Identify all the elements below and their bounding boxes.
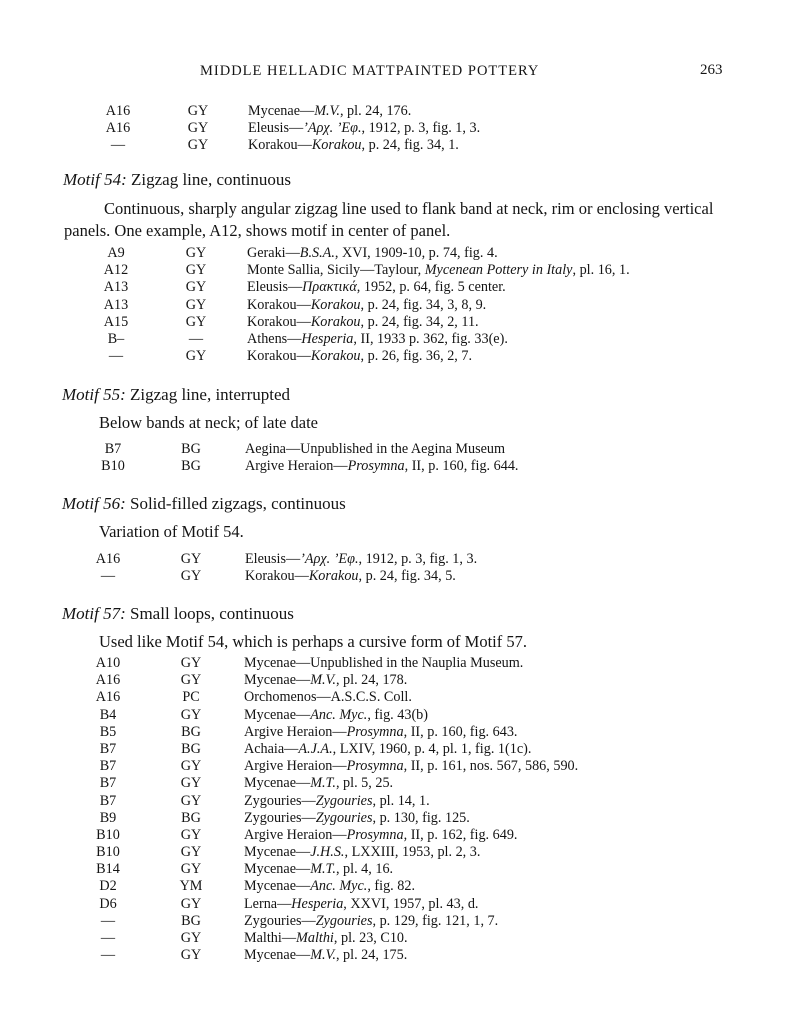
reference-publication: Πρακτικά — [302, 279, 357, 296]
reference-citation: , p. 24, fig. 34, 5. — [358, 568, 456, 585]
reference-publication: Korakou — [311, 137, 362, 154]
reference-citation: , LXIV, 1960, p. 4, pl. 1, fig. 1(1c). — [332, 740, 532, 757]
reference-publication: Korakou — [310, 348, 361, 365]
reference-citation: , XXVI, 1957, pl. 43, d. — [343, 895, 479, 912]
entry-list — [0, 655, 790, 964]
reference-site: Orchomenos—A.S.C.S. Coll. — [244, 689, 412, 706]
reference-site: Mycenae— — [244, 775, 311, 792]
entry-reference — [244, 775, 393, 792]
motif-56-description: Variation of Motif 54. — [99, 522, 244, 541]
entry-reference — [245, 551, 477, 568]
motif-label: Motif 57: — [62, 604, 126, 623]
reference-site: Malthi— — [244, 930, 297, 946]
entry-list — [0, 103, 790, 155]
entry-shape-code: A15 — [103, 313, 129, 330]
entry-row — [0, 331, 790, 348]
entry-ware-code: — — [188, 330, 204, 347]
entry-row — [0, 137, 790, 154]
reference-citation: , II, p. 160, fig. 644. — [404, 458, 519, 475]
reference-publication: Prosymna — [346, 826, 404, 843]
motif-title: Small loops, continuous — [130, 604, 294, 623]
entry-ware-code: PC — [182, 689, 200, 706]
reference-site: Achaia— — [244, 740, 299, 757]
motif-54-description: Continuous, sharply angular zigzag line used to flank band at neck, rim or enclosing vertical panels. One example, A12, shows motif in center of panel. — [64, 199, 714, 240]
entry-row — [0, 913, 790, 930]
entry-shape-code: A13 — [103, 296, 129, 313]
entry-reference — [244, 758, 578, 775]
reference-publication: Zygouries — [315, 809, 373, 826]
reference-citation: , XVI, 1909-10, p. 74, fig. 4. — [334, 245, 498, 261]
reference-site: Zygouries— — [244, 809, 316, 826]
entry-row — [0, 775, 790, 792]
entry-row — [0, 861, 790, 878]
entry-reference — [248, 120, 480, 137]
entry-ware-code: GY — [185, 348, 207, 365]
entry-reference — [248, 137, 459, 154]
entry-row — [0, 724, 790, 741]
entry-row — [0, 793, 790, 810]
reference-site: Monte Sallia, Sicily—Taylour, — [247, 262, 425, 279]
reference-site: Mycenae— — [244, 947, 311, 964]
entry-ware-code: GY — [180, 551, 202, 567]
entry-row — [0, 896, 790, 913]
entry-shape-code: — — [100, 912, 116, 929]
reference-publication: M.V. — [310, 947, 336, 964]
entry-ware-code: GY — [187, 103, 209, 119]
reference-site: Mycenae— — [244, 878, 311, 895]
reference-citation: , II, p. 162, fig. 649. — [403, 826, 518, 843]
reference-site: Argive Heraion— — [244, 826, 347, 843]
entry-ware-code: GY — [180, 775, 202, 792]
entry-reference — [244, 672, 407, 689]
reference-citation: , II, 1933 p. 362, fig. 33(e). — [353, 330, 508, 347]
entry-list — [0, 441, 790, 475]
entry-reference — [244, 878, 415, 895]
entry-shape-code: A10 — [95, 655, 121, 671]
entry-shape-code: A12 — [103, 262, 129, 279]
reference-citation: , p. 129, fig. 121, 1, 7. — [372, 912, 499, 929]
reference-publication: ’Αρχ. ’Εφ. — [300, 551, 359, 567]
entry-shape-code: A16 — [105, 103, 131, 119]
entry-shape-code: A16 — [105, 120, 131, 137]
reference-citation: , fig. 43(b) — [367, 706, 428, 723]
motif-57-description: Used like Motif 54, which is perhaps a cursive form of Motif 57. — [99, 632, 528, 651]
entry-shape-code: B5 — [99, 723, 117, 740]
entry-reference — [244, 930, 408, 947]
page-number: 263 — [700, 62, 723, 78]
entry-ware-code: GY — [180, 930, 202, 946]
entry-row — [0, 810, 790, 827]
entry-shape-code: — — [100, 930, 116, 946]
reference-site: Mycenae— — [244, 844, 311, 861]
reference-site: Lerna— — [244, 895, 292, 912]
entry-list — [0, 245, 790, 365]
entry-reference — [244, 655, 523, 672]
entry-shape-code: B7 — [99, 792, 117, 809]
entry-shape-code: B7 — [104, 441, 122, 457]
entry-row — [0, 245, 790, 262]
entry-ware-code: GY — [180, 792, 202, 809]
entry-ware-code: BG — [181, 441, 201, 457]
entry-row — [0, 297, 790, 314]
entry-row — [0, 568, 790, 585]
entry-shape-code: A16 — [95, 672, 121, 689]
motif-title: Zigzag line, continuous — [131, 170, 292, 189]
entry-reference — [244, 810, 470, 827]
motif-label: Motif 54: — [63, 170, 127, 189]
entry-ware-code: BG — [181, 740, 201, 757]
entry-row — [0, 827, 790, 844]
running-header: MIDDLE HELLADIC MATTPAINTED POTTERY — [200, 63, 540, 79]
entry-reference — [247, 331, 508, 348]
motif-label: Motif 55: — [62, 385, 126, 404]
reference-site: Argive Heraion— — [244, 723, 347, 740]
entry-ware-code: GY — [180, 947, 202, 964]
reference-publication: Anc. Myc. — [310, 706, 368, 723]
entry-shape-code: B7 — [99, 740, 117, 757]
entry-reference — [244, 896, 478, 913]
reference-publication: Hesperia — [291, 895, 344, 912]
entry-ware-code: GY — [180, 895, 202, 912]
reference-citation: , II, p. 161, nos. 567, 586, 590. — [403, 758, 579, 775]
entry-ware-code: GY — [185, 313, 207, 330]
entry-shape-code: A16 — [95, 689, 121, 706]
reference-site: Korakou— — [247, 296, 311, 313]
entry-row — [0, 279, 790, 296]
entry-ware-code: GY — [180, 861, 202, 878]
reference-publication: Prosymna — [347, 458, 405, 475]
motif-56-heading — [62, 494, 346, 514]
entry-ware-code: GY — [185, 279, 207, 296]
entry-shape-code: B10 — [101, 458, 125, 475]
reference-site: Zygouries— — [244, 912, 316, 929]
reference-site: Athens— — [247, 330, 302, 347]
entry-reference — [244, 947, 407, 964]
entry-ware-code: GY — [187, 120, 209, 137]
entry-ware-code: GY — [185, 245, 207, 261]
reference-citation: , 1912, p. 3, fig. 1, 3. — [358, 551, 478, 567]
reference-publication: Korakou — [310, 313, 361, 330]
entry-shape-code: D2 — [99, 878, 117, 895]
entry-row — [0, 878, 790, 895]
reference-publication: B.S.A. — [299, 245, 335, 261]
reference-publication: Korakou — [308, 568, 359, 585]
entry-shape-code: B10 — [96, 826, 120, 843]
reference-citation: , p. 24, fig. 34, 2, 11. — [360, 313, 479, 330]
entry-reference — [247, 297, 486, 314]
entry-row — [0, 655, 790, 672]
reference-publication: A.J.A. — [298, 740, 333, 757]
entry-reference — [247, 314, 479, 331]
reference-publication: Anc. Myc. — [310, 878, 368, 895]
entry-reference — [244, 913, 498, 930]
reference-publication: ’Αρχ. ’Εφ. — [303, 120, 362, 137]
reference-site: Argive Heraion— — [245, 458, 348, 475]
entry-ware-code: GY — [187, 137, 209, 154]
reference-citation: , pl. 4, 16. — [335, 861, 394, 878]
reference-citation: , pl. 5, 25. — [335, 775, 394, 792]
entry-reference — [247, 262, 630, 279]
reference-site: Aegina—Unpublished in the Aegina Museum — [245, 441, 506, 457]
entry-ware-code: GY — [180, 672, 202, 689]
reference-publication: M.T. — [310, 861, 336, 878]
reference-citation: , pl. 14, 1. — [372, 792, 430, 809]
entry-ware-code: GY — [180, 655, 202, 671]
entry-shape-code: D6 — [99, 895, 117, 912]
reference-site: Argive Heraion— — [244, 758, 347, 775]
entry-row — [0, 441, 790, 458]
entry-shape-code: — — [108, 348, 124, 365]
entry-shape-code: B7 — [99, 775, 117, 792]
reference-publication: Malthi — [296, 930, 334, 946]
entry-shape-code: — — [110, 137, 126, 154]
entry-reference — [248, 103, 411, 120]
reference-site: Korakou— — [245, 568, 309, 585]
reference-site: Mycenae— — [248, 103, 315, 119]
entry-shape-code: A13 — [103, 279, 129, 296]
entry-reference — [247, 245, 498, 262]
entry-row — [0, 458, 790, 475]
reference-citation: , II, p. 160, fig. 643. — [403, 723, 518, 740]
entry-shape-code: A16 — [95, 551, 121, 567]
entry-shape-code: — — [100, 947, 116, 964]
reference-citation: , p. 24, fig. 34, 3, 8, 9. — [360, 296, 487, 313]
entry-shape-code: B14 — [96, 861, 120, 878]
reference-site: Geraki— — [247, 245, 300, 261]
reference-site: Mycenae— — [244, 672, 311, 689]
reference-publication: J.H.S. — [310, 844, 345, 861]
reference-publication: M.V. — [314, 103, 340, 119]
entry-ware-code: GY — [185, 296, 207, 313]
reference-site: Korakou— — [247, 313, 311, 330]
motif-54-heading — [63, 170, 291, 190]
reference-citation: , fig. 82. — [367, 878, 415, 895]
entry-reference — [244, 861, 393, 878]
reference-citation: , pl. 23, C10. — [333, 930, 408, 946]
entry-ware-code: BG — [181, 458, 201, 475]
reference-site: Mycenae—Unpublished in the Nauplia Museum. — [244, 655, 524, 671]
entry-reference — [244, 793, 430, 810]
entry-row — [0, 758, 790, 775]
reference-site: Eleusis— — [247, 279, 303, 296]
entry-list — [0, 551, 790, 585]
entry-reference — [245, 458, 518, 475]
entry-row — [0, 314, 790, 331]
entry-shape-code: — — [100, 568, 116, 585]
entry-ware-code: GY — [180, 844, 202, 861]
entry-row — [0, 348, 790, 365]
entry-reference — [247, 348, 472, 365]
motif-label: Motif 56: — [62, 494, 126, 513]
entry-ware-code: GY — [180, 826, 202, 843]
entry-ware-code: GY — [185, 262, 207, 279]
entry-reference — [245, 441, 505, 458]
entry-shape-code: B– — [107, 330, 125, 347]
reference-citation: , 1912, p. 3, fig. 1, 3. — [361, 120, 481, 137]
entry-ware-code: GY — [180, 706, 202, 723]
entry-shape-code: B7 — [99, 758, 117, 775]
entry-reference — [247, 279, 506, 296]
reference-citation: , LXXIII, 1953, pl. 2, 3. — [344, 844, 481, 861]
reference-citation: , pl. 16, 1. — [572, 262, 630, 279]
reference-site: Eleusis— — [248, 120, 304, 137]
entry-ware-code: BG — [181, 912, 201, 929]
entry-shape-code: B4 — [99, 706, 117, 723]
motif-55-description: Below bands at neck; of late date — [99, 413, 319, 432]
reference-publication: Mycenean Pottery in Italy — [424, 262, 573, 279]
entry-reference — [244, 724, 517, 741]
entry-reference — [244, 844, 480, 861]
reference-site: Zygouries— — [244, 792, 316, 809]
reference-publication: Zygouries — [315, 792, 373, 809]
motif-title: Solid-filled zigzags, continuous — [130, 494, 346, 513]
entry-row — [0, 120, 790, 137]
entry-reference — [244, 827, 517, 844]
reference-site: Eleusis— — [245, 551, 301, 567]
entry-row — [0, 947, 790, 964]
reference-citation: , pl. 24, 175. — [335, 947, 408, 964]
motif-57-heading — [62, 604, 294, 624]
entry-reference — [245, 568, 456, 585]
entry-shape-code: B10 — [96, 844, 120, 861]
reference-citation: , pl. 24, 176. — [339, 103, 412, 119]
reference-publication: M.T. — [310, 775, 336, 792]
entry-row — [0, 930, 790, 947]
entry-row — [0, 551, 790, 568]
entry-reference — [244, 741, 531, 758]
entry-row — [0, 262, 790, 279]
reference-site: Korakou— — [247, 348, 311, 365]
reference-publication: Prosymna — [346, 758, 404, 775]
entry-shape-code: A9 — [107, 245, 125, 261]
entry-ware-code: YM — [179, 878, 203, 895]
reference-site: Korakou— — [248, 137, 312, 154]
entry-ware-code: GY — [180, 758, 202, 775]
entry-row — [0, 689, 790, 706]
reference-citation: , p. 130, fig. 125. — [372, 809, 470, 826]
reference-publication: Hesperia — [301, 330, 354, 347]
reference-publication: Zygouries — [315, 912, 373, 929]
entry-shape-code: B9 — [99, 809, 117, 826]
reference-publication: M.V. — [310, 672, 336, 689]
reference-citation: , pl. 24, 178. — [335, 672, 408, 689]
motif-55-heading — [62, 385, 290, 405]
entry-reference — [244, 689, 412, 706]
entry-ware-code: GY — [180, 568, 202, 585]
entry-ware-code: BG — [181, 723, 201, 740]
reference-citation: , 1952, p. 64, fig. 5 center. — [356, 279, 506, 296]
reference-site: Mycenae— — [244, 861, 311, 878]
motif-title: Zigzag line, interrupted — [130, 385, 291, 404]
entry-ware-code: BG — [181, 809, 201, 826]
entry-row — [0, 741, 790, 758]
reference-citation: , p. 24, fig. 34, 1. — [361, 137, 459, 154]
reference-publication: Prosymna — [346, 723, 404, 740]
reference-site: Mycenae— — [244, 706, 311, 723]
reference-publication: Korakou — [310, 296, 361, 313]
entry-row — [0, 103, 790, 120]
reference-citation: , p. 26, fig. 36, 2, 7. — [360, 348, 473, 365]
entry-row — [0, 707, 790, 724]
entry-reference — [244, 707, 428, 724]
entry-row — [0, 672, 790, 689]
entry-row — [0, 844, 790, 861]
